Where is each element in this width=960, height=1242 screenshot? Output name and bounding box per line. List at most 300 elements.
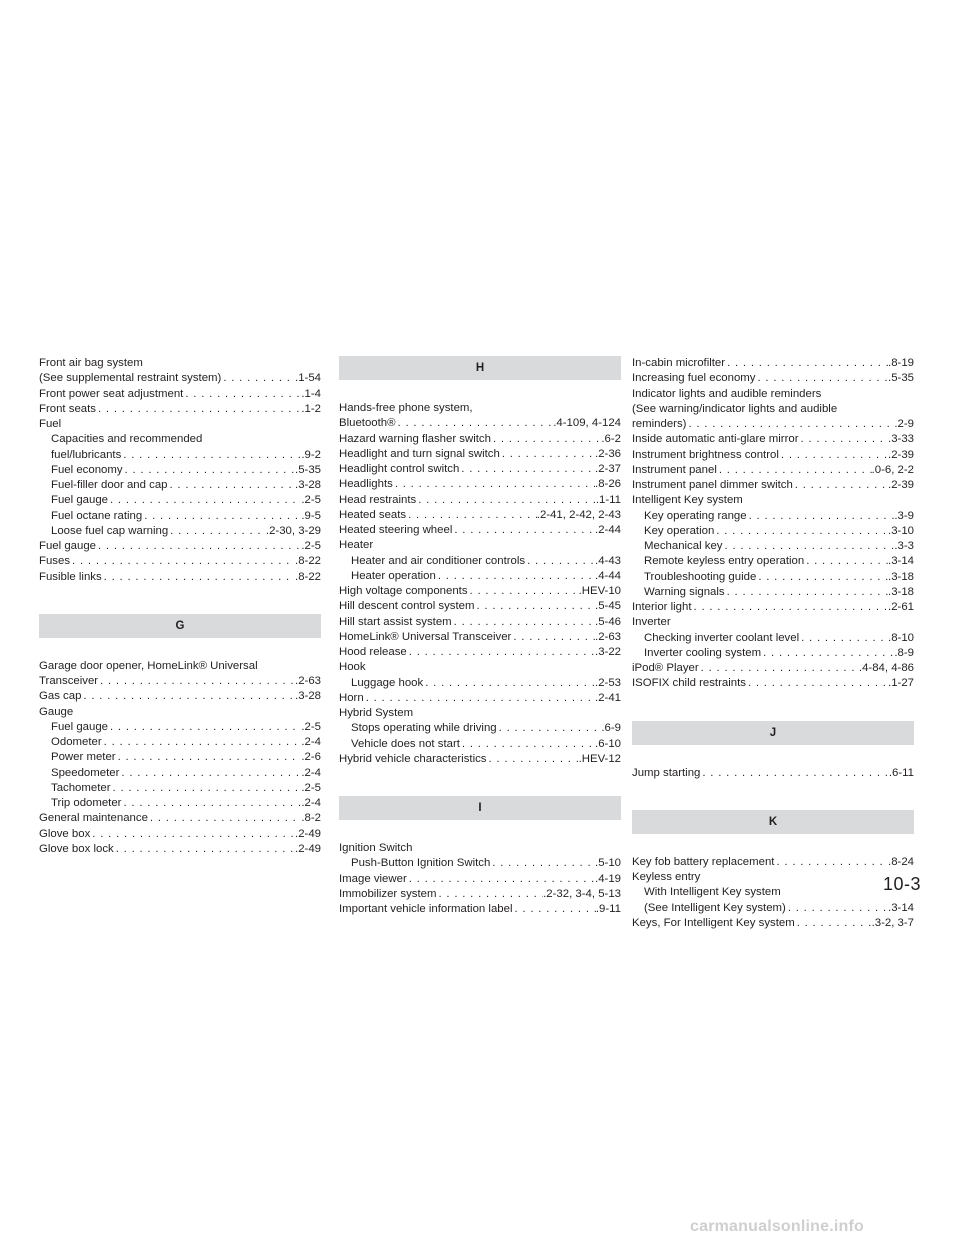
entry-page-ref: .2-5 bbox=[301, 720, 321, 733]
dot-leader bbox=[96, 539, 301, 554]
entry-text: Heater operation bbox=[351, 569, 436, 582]
index-entry bbox=[339, 523, 621, 538]
index-entry bbox=[339, 691, 621, 706]
entry-page-ref: .2-4 bbox=[301, 797, 321, 809]
entry-page-ref: .1-4 bbox=[301, 387, 321, 400]
dot-leader bbox=[761, 646, 894, 661]
entry-page-ref: .8-10 bbox=[888, 631, 914, 644]
index-entry bbox=[39, 735, 321, 750]
entry-page-ref: .2-41, 2-42, 2-43 bbox=[536, 508, 621, 521]
index-entry bbox=[39, 689, 321, 704]
entry-text: Inverter cooling system bbox=[644, 646, 762, 659]
dot-leader bbox=[497, 721, 602, 736]
index-entry bbox=[632, 855, 914, 870]
entry-text: Mechanical key bbox=[644, 540, 723, 552]
dot-leader bbox=[121, 448, 301, 463]
entry-text: (See Intelligent Key system) bbox=[644, 901, 786, 914]
entry-text: Front seats bbox=[39, 402, 96, 415]
dot-leader bbox=[114, 842, 295, 857]
entry-text: Garage door opener, HomeLink® Universal bbox=[39, 659, 258, 672]
index-entry bbox=[632, 432, 914, 447]
entry-page-ref: .2-37 bbox=[595, 463, 621, 475]
index-entry bbox=[339, 554, 621, 569]
index-column-3 bbox=[632, 356, 914, 931]
index-entry bbox=[39, 796, 321, 811]
entry-text: (See warning/indicator lights and audible bbox=[632, 402, 838, 415]
entry-page-ref: .2-4 bbox=[301, 736, 321, 748]
entry-text: Instrument brightness control bbox=[632, 448, 779, 461]
entry-text: Warning signals bbox=[644, 585, 725, 598]
entry-text: Bluetooth® bbox=[339, 417, 396, 430]
dot-leader bbox=[123, 463, 295, 478]
entry-page-ref: .2-49 bbox=[295, 827, 321, 840]
index-entry bbox=[632, 463, 914, 478]
index-entry bbox=[39, 842, 321, 857]
dot-leader bbox=[407, 645, 595, 660]
entry-page-ref: .8-26 bbox=[595, 478, 621, 491]
index-entry bbox=[39, 750, 321, 765]
dot-leader bbox=[747, 509, 895, 524]
dot-leader bbox=[511, 630, 595, 645]
entry-page-ref: .2-6 bbox=[301, 751, 321, 764]
index-heading bbox=[632, 402, 914, 417]
index-entry bbox=[339, 599, 621, 614]
index-entry bbox=[632, 448, 914, 463]
entry-text: Key fob battery replacement bbox=[632, 855, 775, 868]
entry-page-ref: .9-2 bbox=[301, 448, 321, 461]
index-entry bbox=[339, 508, 621, 523]
entry-text: Image viewer bbox=[339, 872, 407, 885]
entry-page-ref: .3-9 bbox=[894, 509, 914, 522]
entry-text: reminders) bbox=[632, 418, 687, 430]
dot-leader bbox=[692, 600, 889, 615]
dot-leader bbox=[416, 493, 596, 508]
entry-text: Fuel gauge bbox=[39, 540, 96, 552]
entry-page-ref: .3-28 bbox=[295, 690, 321, 703]
entry-page-ref: .3-28 bbox=[295, 479, 321, 491]
entry-text: Heater bbox=[339, 539, 374, 552]
entry-text: Vehicle does not start bbox=[351, 737, 460, 750]
entry-text: Heated steering wheel bbox=[339, 524, 453, 536]
entry-page-ref: .5-35 bbox=[888, 372, 914, 385]
entry-text: Capacities and recommended bbox=[51, 433, 203, 446]
entry-page-ref: .2-30, 3-29 bbox=[265, 524, 321, 537]
entry-page-ref: .3-10 bbox=[888, 524, 914, 537]
entry-text: Loose fuel cap warning bbox=[51, 524, 169, 537]
entry-page-ref: .8-2 bbox=[301, 812, 321, 825]
dot-leader bbox=[102, 735, 302, 750]
entry-text: Keyless entry bbox=[632, 871, 701, 883]
entry-page-ref: .5-35 bbox=[295, 463, 321, 476]
entry-text: Hands-free phone system, bbox=[339, 402, 473, 414]
index-entry bbox=[632, 478, 914, 493]
dot-leader bbox=[779, 448, 888, 463]
dot-leader bbox=[746, 676, 888, 691]
index-heading bbox=[39, 659, 321, 674]
entry-text: Key operating range bbox=[644, 509, 747, 522]
index-heading bbox=[632, 885, 914, 900]
entry-page-ref: .1-27 bbox=[888, 677, 914, 690]
index-heading bbox=[632, 870, 914, 885]
dot-leader bbox=[723, 539, 895, 554]
index-entry bbox=[39, 493, 321, 508]
dot-leader bbox=[116, 750, 302, 765]
index-entry bbox=[39, 478, 321, 493]
entry-text: With Intelligent Key system bbox=[644, 886, 781, 899]
dot-leader bbox=[468, 584, 579, 599]
entry-page-ref: .4-43 bbox=[595, 554, 621, 567]
entry-page-ref: .3-14 bbox=[888, 901, 914, 914]
entry-page-ref: .8-19 bbox=[888, 357, 914, 369]
dot-leader bbox=[500, 447, 595, 462]
dot-leader bbox=[393, 477, 595, 492]
index-entry bbox=[39, 766, 321, 781]
dot-leader bbox=[96, 402, 301, 417]
index-entry bbox=[632, 554, 914, 569]
index-column-2 bbox=[339, 356, 621, 917]
dot-leader bbox=[756, 570, 888, 585]
entry-text: Hood release bbox=[339, 646, 407, 658]
index-entry bbox=[632, 766, 914, 781]
dot-leader bbox=[90, 827, 295, 842]
entry-text: Fuel octane rating bbox=[51, 509, 143, 522]
entry-page-ref: .2-39 bbox=[888, 448, 914, 461]
entry-text: Checking inverter coolant level bbox=[644, 631, 800, 644]
entry-page-ref: .4-84, 4-86 bbox=[858, 662, 914, 674]
dot-leader bbox=[142, 509, 301, 524]
entry-text: Instrument panel dimmer switch bbox=[632, 479, 793, 491]
entry-text: Remote keyless entry operation bbox=[644, 555, 805, 568]
index-heading bbox=[39, 417, 321, 432]
index-entry bbox=[339, 630, 621, 645]
index-entry bbox=[339, 447, 621, 462]
entry-text: Interior light bbox=[632, 601, 692, 613]
entry-page-ref: .5-10 bbox=[595, 857, 621, 870]
dot-leader bbox=[686, 417, 894, 432]
entry-text: Hybrid System bbox=[339, 707, 414, 719]
dot-leader bbox=[108, 493, 301, 508]
entry-text: Headlight and turn signal switch bbox=[339, 447, 500, 460]
entry-page-ref: .1-11 bbox=[595, 493, 621, 506]
entry-text: Push-Button Ignition Switch bbox=[351, 857, 491, 870]
entry-page-ref: .2-61 bbox=[888, 601, 914, 613]
entry-page-ref: .3-14 bbox=[888, 555, 914, 568]
entry-text: Trip odometer bbox=[51, 797, 122, 809]
entry-text: Key operation bbox=[644, 524, 715, 537]
entry-page-ref: .8-22 bbox=[295, 570, 321, 583]
index-entry bbox=[632, 646, 914, 661]
entry-text: Tachometer bbox=[51, 781, 111, 794]
entry-text: Important vehicle information label bbox=[339, 903, 513, 915]
entry-text: Fuel gauge bbox=[51, 720, 108, 733]
dot-leader bbox=[221, 371, 295, 386]
entry-text: Stops operating while driving bbox=[351, 722, 497, 735]
entry-page-ref: .3-22 bbox=[595, 646, 621, 658]
entry-text: Hill start assist system bbox=[339, 615, 452, 628]
entry-page-ref: .6-2 bbox=[601, 432, 621, 445]
index-entry bbox=[39, 720, 321, 735]
section-header: G bbox=[39, 614, 321, 638]
entry-page-ref: .2-36 bbox=[595, 447, 621, 460]
dot-leader bbox=[700, 766, 889, 781]
index-entry bbox=[339, 737, 621, 752]
dot-leader bbox=[755, 371, 888, 386]
index-entry bbox=[339, 569, 621, 584]
entry-page-ref: .HEV-12 bbox=[578, 752, 621, 765]
dot-leader bbox=[799, 631, 888, 646]
dot-leader bbox=[460, 737, 595, 752]
entry-text: Headlights bbox=[339, 478, 393, 491]
entry-text: High voltage components bbox=[339, 585, 468, 597]
index-entry bbox=[632, 901, 914, 916]
entry-text: Ignition Switch bbox=[339, 842, 413, 854]
entry-page-ref: .3-2, 3-7 bbox=[871, 916, 914, 929]
index-entry bbox=[339, 676, 621, 691]
index-heading bbox=[339, 660, 621, 675]
entry-text: Odometer bbox=[51, 736, 102, 748]
index-entry bbox=[339, 645, 621, 660]
dot-leader bbox=[70, 554, 295, 569]
entry-page-ref: .2-32, 3-4, 5-13 bbox=[543, 887, 621, 900]
index-entry bbox=[339, 902, 621, 917]
entry-text: Horn bbox=[339, 691, 364, 704]
entry-text: Fuel-filler door and cap bbox=[51, 479, 168, 491]
entry-page-ref: .3-3 bbox=[894, 540, 914, 552]
entry-page-ref: .2-39 bbox=[888, 479, 914, 491]
index-entry bbox=[339, 856, 621, 871]
index-entry bbox=[39, 539, 321, 554]
entry-page-ref: .2-5 bbox=[301, 540, 321, 552]
index-heading bbox=[632, 387, 914, 402]
dot-leader bbox=[98, 674, 295, 689]
entry-text: Power meter bbox=[51, 751, 116, 764]
index-entry bbox=[39, 570, 321, 585]
entry-page-ref: .6-9 bbox=[601, 722, 621, 735]
index-entry bbox=[339, 752, 621, 767]
index-heading bbox=[39, 705, 321, 720]
dot-leader bbox=[793, 478, 888, 493]
dot-leader bbox=[183, 387, 301, 402]
entry-page-ref: .2-5 bbox=[301, 781, 321, 794]
dot-leader bbox=[699, 661, 859, 676]
entry-page-ref: .2-9 bbox=[894, 418, 914, 430]
dot-leader bbox=[725, 585, 888, 600]
entry-text: Speedometer bbox=[51, 766, 120, 779]
index-entry bbox=[339, 721, 621, 736]
index-heading bbox=[632, 615, 914, 630]
index-entry bbox=[339, 493, 621, 508]
index-heading bbox=[339, 706, 621, 721]
dot-leader bbox=[452, 615, 595, 630]
entry-page-ref: .5-46 bbox=[595, 615, 621, 628]
dot-leader bbox=[474, 599, 595, 614]
index-entry bbox=[39, 402, 321, 417]
section-header: K bbox=[632, 810, 914, 834]
dot-leader bbox=[364, 691, 595, 706]
dot-leader bbox=[423, 676, 595, 691]
index-entry bbox=[39, 811, 321, 826]
index-entry bbox=[339, 416, 621, 431]
entry-page-ref: .3-18 bbox=[888, 570, 914, 583]
entry-text: fuel/lubricants bbox=[51, 448, 122, 461]
section-header: I bbox=[339, 796, 621, 820]
entry-page-ref: .2-63 bbox=[295, 675, 321, 687]
page-number: 10-3 bbox=[883, 874, 922, 894]
entry-text: Intelligent Key system bbox=[632, 494, 743, 507]
entry-text: Fuel bbox=[39, 418, 62, 430]
dot-leader bbox=[168, 478, 296, 493]
index-entry bbox=[39, 448, 321, 463]
entry-page-ref: .9-5 bbox=[301, 509, 321, 522]
entry-text: (See supplemental restraint system) bbox=[39, 372, 222, 385]
entry-text: Headlight control switch bbox=[339, 463, 460, 475]
entry-text: Fuel gauge bbox=[51, 494, 108, 507]
index-entry bbox=[632, 524, 914, 539]
dot-leader bbox=[102, 570, 295, 585]
index-entry bbox=[632, 676, 914, 691]
dot-leader bbox=[774, 855, 888, 870]
entry-page-ref: .6-10 bbox=[595, 737, 621, 750]
index-entry bbox=[339, 462, 621, 477]
index-heading bbox=[339, 538, 621, 553]
entry-text: Gauge bbox=[39, 705, 74, 718]
entry-page-ref: .0-6, 2-2 bbox=[871, 463, 914, 476]
entry-page-ref: .2-53 bbox=[595, 676, 621, 689]
entry-page-ref: .8-22 bbox=[295, 555, 321, 568]
entry-page-ref: .3-18 bbox=[888, 585, 914, 598]
entry-text: Instrument panel bbox=[632, 463, 717, 476]
entry-text: Hazard warning flasher switch bbox=[339, 432, 491, 445]
index-entry bbox=[339, 615, 621, 630]
index-entry bbox=[632, 539, 914, 554]
index-entry bbox=[632, 371, 914, 386]
index-entry bbox=[632, 417, 914, 432]
entry-text: Fusible links bbox=[39, 570, 102, 583]
dot-leader bbox=[407, 872, 595, 887]
dot-leader bbox=[436, 569, 595, 584]
entry-text: General maintenance bbox=[39, 812, 148, 825]
dot-leader bbox=[725, 356, 888, 371]
index-entry bbox=[39, 554, 321, 569]
dot-leader bbox=[406, 508, 537, 523]
dot-leader bbox=[452, 523, 595, 538]
entry-page-ref: .4-109, 4-124 bbox=[553, 417, 621, 430]
index-entry bbox=[632, 585, 914, 600]
entry-page-ref: .2-44 bbox=[595, 524, 621, 536]
entry-page-ref: .2-4 bbox=[301, 766, 321, 779]
entry-text: Head restraints bbox=[339, 493, 417, 506]
entry-text: Jump starting bbox=[632, 766, 701, 779]
entry-text: Hybrid vehicle characteristics bbox=[339, 752, 487, 765]
index-entry bbox=[632, 570, 914, 585]
index-entry bbox=[339, 584, 621, 599]
entry-text: Gas cap bbox=[39, 690, 82, 703]
index-heading bbox=[39, 432, 321, 447]
entry-text: Luggage hook bbox=[351, 676, 424, 689]
entry-page-ref: .6-11 bbox=[888, 766, 914, 779]
entry-text: Keys, For Intelligent Key system bbox=[632, 916, 795, 929]
entry-text: Front power seat adjustment bbox=[39, 387, 184, 400]
entry-text: Heated seats bbox=[339, 508, 407, 521]
index-entry bbox=[39, 371, 321, 386]
section-header: J bbox=[632, 721, 914, 745]
entry-text: Front air bag system bbox=[39, 357, 143, 369]
dot-leader bbox=[111, 781, 302, 796]
entry-text: Transceiver bbox=[39, 675, 99, 687]
index-entry bbox=[632, 631, 914, 646]
index-entry bbox=[632, 916, 914, 931]
entry-page-ref: .3-33 bbox=[888, 433, 914, 446]
entry-page-ref: .HEV-10 bbox=[578, 585, 621, 597]
index-entry bbox=[339, 432, 621, 447]
entry-page-ref: .2-63 bbox=[595, 630, 621, 643]
entry-text: Immobilizer system bbox=[339, 887, 437, 900]
dot-leader bbox=[436, 887, 543, 902]
index-entry bbox=[39, 524, 321, 539]
index-entry bbox=[339, 477, 621, 492]
index-entry bbox=[339, 872, 621, 887]
watermark: carmanualsonline.info bbox=[690, 1218, 865, 1235]
entry-page-ref: .8-24 bbox=[888, 855, 914, 868]
index-heading bbox=[632, 493, 914, 508]
entry-text: iPod® Player bbox=[632, 662, 699, 674]
dot-leader bbox=[795, 916, 872, 931]
entry-text: Inside automatic anti-glare mirror bbox=[632, 433, 799, 446]
entry-text: Inverter bbox=[632, 616, 671, 629]
entry-text: Fuel economy bbox=[51, 463, 123, 476]
entry-page-ref: .4-19 bbox=[595, 872, 621, 885]
index-heading bbox=[339, 841, 621, 856]
dot-leader bbox=[525, 554, 595, 569]
entry-page-ref: .9-11 bbox=[595, 903, 621, 915]
entry-text: Increasing fuel economy bbox=[632, 372, 756, 385]
dot-leader bbox=[512, 902, 595, 917]
dot-leader bbox=[108, 720, 301, 735]
dot-leader bbox=[168, 524, 266, 539]
index-entry bbox=[339, 887, 621, 902]
dot-leader bbox=[119, 766, 301, 781]
index-entry bbox=[632, 661, 914, 676]
dot-leader bbox=[491, 432, 601, 447]
entry-text: In-cabin microfilter bbox=[632, 357, 726, 369]
index-heading bbox=[39, 356, 321, 371]
entry-text: HomeLink® Universal Transceiver bbox=[339, 630, 512, 643]
dot-leader bbox=[459, 462, 595, 477]
entry-text: Heater and air conditioner controls bbox=[351, 554, 526, 567]
entry-text: Hill descent control system bbox=[339, 600, 475, 613]
dot-leader bbox=[121, 796, 301, 811]
dot-leader bbox=[717, 463, 872, 478]
entry-page-ref: .2-5 bbox=[301, 494, 321, 507]
dot-leader bbox=[804, 554, 888, 569]
index-entry bbox=[632, 356, 914, 371]
index-column-1 bbox=[39, 356, 321, 857]
index-entry bbox=[39, 387, 321, 402]
index-entry bbox=[39, 674, 321, 689]
entry-page-ref: .1-2 bbox=[301, 402, 321, 415]
section-header: H bbox=[339, 356, 621, 380]
index-heading bbox=[339, 401, 621, 416]
entry-text: Indicator lights and audible reminders bbox=[632, 387, 822, 400]
entry-text: Glove box bbox=[39, 827, 91, 840]
dot-leader bbox=[81, 689, 295, 704]
dot-leader bbox=[396, 416, 554, 431]
dot-leader bbox=[714, 524, 888, 539]
dot-leader bbox=[487, 752, 579, 767]
entry-page-ref: .5-45 bbox=[595, 600, 621, 613]
entry-page-ref: .8-9 bbox=[894, 646, 914, 659]
entry-text: ISOFIX child restraints bbox=[632, 677, 746, 690]
